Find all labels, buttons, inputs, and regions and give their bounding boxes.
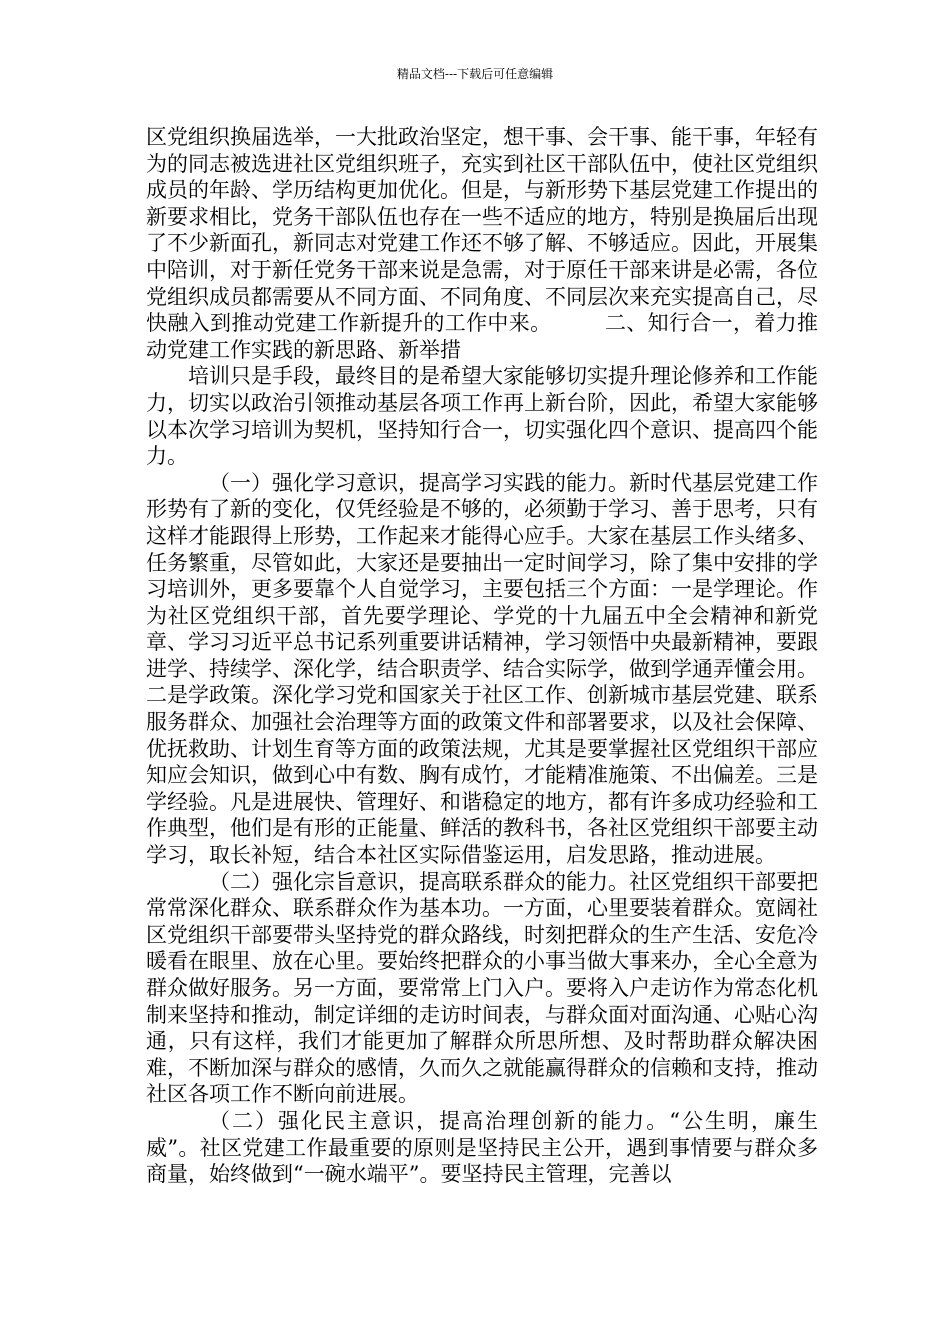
paragraph-4: （二）强化宗旨意识，提高联系群众的能力。社区党组织干部要把常常深化群众、联系群众作为基本功。一方面，心里要装着群众。宽阔社区党组织干部要带头坚持党的群众路线，时刻把群众的生产生活、安危冷暖看在眼里、放在心里。要始终把群众的小事当做大事来办，全心全意为群众做好服务。另一方面，要常常上门入户。要将入户走访作为常态化机制来坚持和推动，制定详细的走访时间表，与群众面对面沟通、心贴心沟通，只有这样，我们才能更加了解群众所思所想、及时帮助群众解决困难，不断加深与群众的感情，久而久之就能赢得群众的信赖和支持，推动社区各项工作不断向前进展。 bbox=[146, 869, 818, 1107]
paragraph-2: 培训只是手段，最终目的是希望大家能够切实提升理论修养和工作能力，切实以政治引领推动基层各项工作再上新台阶，因此，希望大家能够以本次学习培训为契机，坚持知行合一，切实强化四个意识、提高四个能力。 bbox=[146, 364, 818, 469]
paragraph-5: （二）强化民主意识，提高治理创新的能力。“公生明，廉生威”。社区党建工作最重要的原则是坚持民主公开，遇到事情要与群众多商量，始终做到“一碗水端平”。要坚持民主管理，完善以 bbox=[146, 1108, 818, 1187]
paragraph-3: （一）强化学习意识，提高学习实践的能力。新时代基层党建工作形势有了新的变化，仅凭经验是不够的，必须勤于学习、善于思考，只有这样才能跟得上形势，工作起来才能得心应手。大家在基层工作头绪多、任务繁重，尽管如此，大家还是要抽出一定时间学习，除了集中安排的学习培训外，更多要靠个人自觉学习，主要包括三个方面：一是学理论。作为社区党组织干部，首先要学理论、学党的十九届五中全会精神和新党章、学习习近平总书记系列重要讲话精神，学习领悟中央最新精神，要跟进学、持续学、深化学，结合职责学、结合实际学，做到学通弄懂会用。二是学政策。深化学习党和国家关于社区工作、创新城市基层党建、联系服务群众、加强社会治理等方面的政策文件和部署要求，以及社会保障、优抚救助、计划生育等方面的政策法规，尤其是要掌握社区党组织干部应知应会知识，做到心中有数、胸有成竹，才能精准施策、不出偏差。三是学经验。凡是进展快、管理好、和谐稳定的地方，都有许多成功经验和工作典型，他们是有形的正能量、鲜活的教科书，各社区党组织干部要主动学习，取长补短，结合本社区实际借鉴运用，启发思路，推动进展。 bbox=[146, 470, 818, 868]
page-header: 精品文档---下载后可任意编辑 bbox=[396, 67, 554, 81]
paragraph-1: 区党组织换届选举，一大批政治坚定，想干事、会干事、能干事，年轻有为的同志被选进社区党组织班子，充实到社区干部队伍中，使社区党组织成员的年龄、学历结构更加优化。但是，与新形势下基层党建工作提出的新要求相比，党务干部队伍也存在一些不适应的地方，特别是换届后出现了不少新面孔，新同志对党建工作还不够了解、不够适应。因此，开展集中陪训，对于新任党务干部来说是急需，对于原任干部来讲是必需，各位党组织成员都需要从不同方面、不同角度、不同层次来充实提高自己，尽快融入到推动党建工作新提升的工作中来。 二、知行合一，着力推动党建工作实践的新思路、新举措 bbox=[146, 125, 818, 362]
document-body bbox=[146, 124, 818, 1188]
